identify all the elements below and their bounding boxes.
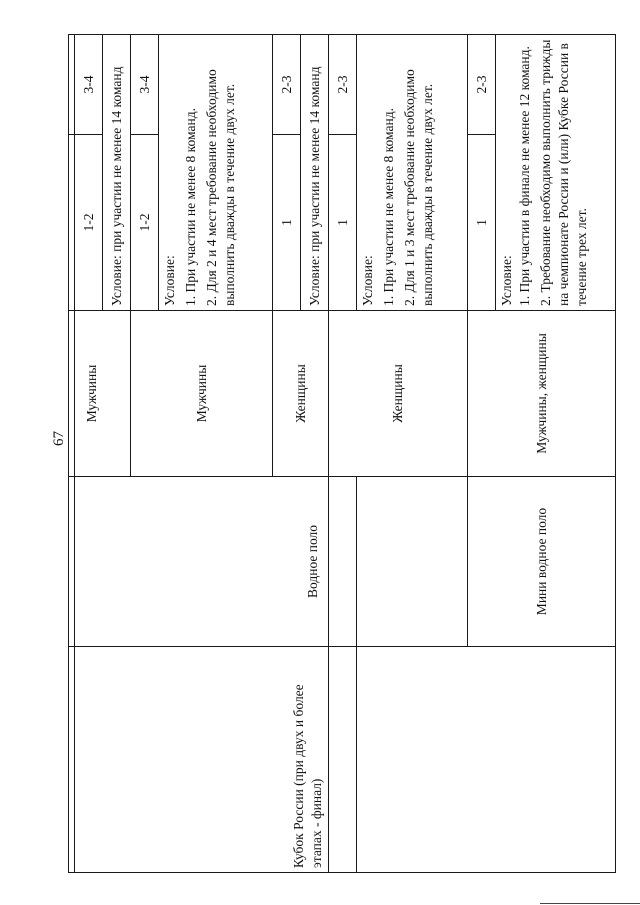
condition-item: 1. При участии в финале не менее 12 команд. (517, 46, 533, 306)
gender-men-14: Мужчины (84, 364, 100, 423)
condition-cell (300, 35, 328, 311)
discipline-cell-mini (468, 477, 616, 647)
gender-men-8: Мужчины (193, 364, 209, 423)
place-cell (131, 35, 159, 135)
gender-cell-men-14 (75, 311, 131, 477)
page-edge-line (540, 903, 640, 904)
condition-item: 2. Требование необходимо выполнить трижды на чемпионате России и (или) Кубке России в течение трех лет. (537, 39, 589, 306)
place-value: 1 (473, 219, 489, 226)
condition-item: 2. Для 1 и 3 мест требование необходимо выполнить дважды в течение двух лет. (401, 69, 435, 306)
condition-cell (103, 35, 131, 311)
competition-cell-continued (357, 647, 468, 873)
place-value: 1-2 (137, 213, 153, 232)
gender-women-8: Женщины (390, 364, 406, 423)
place-cell (329, 35, 357, 135)
place-value: 2-3 (473, 75, 489, 94)
condition-cell (496, 35, 616, 311)
discipline-cell-continued (329, 477, 357, 647)
gender-women-14: Женщины (292, 364, 308, 423)
competition-cell (75, 647, 329, 873)
place-value: 3-4 (137, 75, 153, 94)
gender-cell-men-women (468, 311, 616, 477)
page-number: 67 (51, 431, 67, 446)
place-cell (468, 35, 496, 135)
condition-item: 1. При участии не менее 8 команд. (381, 108, 397, 306)
condition-title: Условие: (162, 255, 178, 306)
rotated-table-wrapper (68, 35, 616, 873)
gender-cell-women-8 (329, 311, 468, 477)
place-cell (468, 135, 496, 311)
condition-text: Условие: при участии не менее 14 команд (108, 66, 124, 306)
place-cell (272, 35, 300, 135)
standards-table (68, 34, 616, 873)
place-value: 1 (334, 219, 350, 226)
condition-text: Условие: при участии не менее 14 команд (306, 66, 322, 306)
competition-name: Кубок России (при двух и более этапах - финал) (291, 684, 325, 868)
place-value: 1 (278, 219, 294, 226)
discipline-water-polo: Водное поло (305, 524, 321, 599)
place-value: 1-2 (80, 213, 96, 232)
place-value: 2-3 (334, 75, 350, 94)
place-value: 3-4 (80, 75, 96, 94)
competition-cell-continued (329, 647, 357, 873)
condition-cell (357, 35, 468, 311)
condition-item: 2. Для 2 и 4 мест требование необходимо выполнить дважды в течение двух лет. (204, 69, 237, 306)
condition-title: Условие: (499, 255, 515, 306)
place-cell (272, 135, 300, 311)
discipline-cell-continued (357, 477, 468, 647)
place-cell (75, 135, 103, 311)
place-cell (329, 135, 357, 311)
gender-cell-women-14 (272, 311, 328, 477)
place-cell (131, 135, 159, 311)
place-cell (75, 35, 103, 135)
gender-men-women: Мужчины, женщины (533, 333, 549, 454)
condition-title: Условие: (360, 255, 376, 306)
condition-item: 1. При участии не менее 8 команд. (183, 108, 199, 306)
condition-cell (159, 35, 272, 311)
gender-cell-men-8 (131, 311, 273, 477)
discipline-cell-water-polo (75, 477, 329, 647)
competition-cell-continued (468, 647, 616, 873)
place-value: 2-3 (278, 75, 294, 94)
discipline-mini-water-polo: Мини водное поло (533, 507, 549, 616)
